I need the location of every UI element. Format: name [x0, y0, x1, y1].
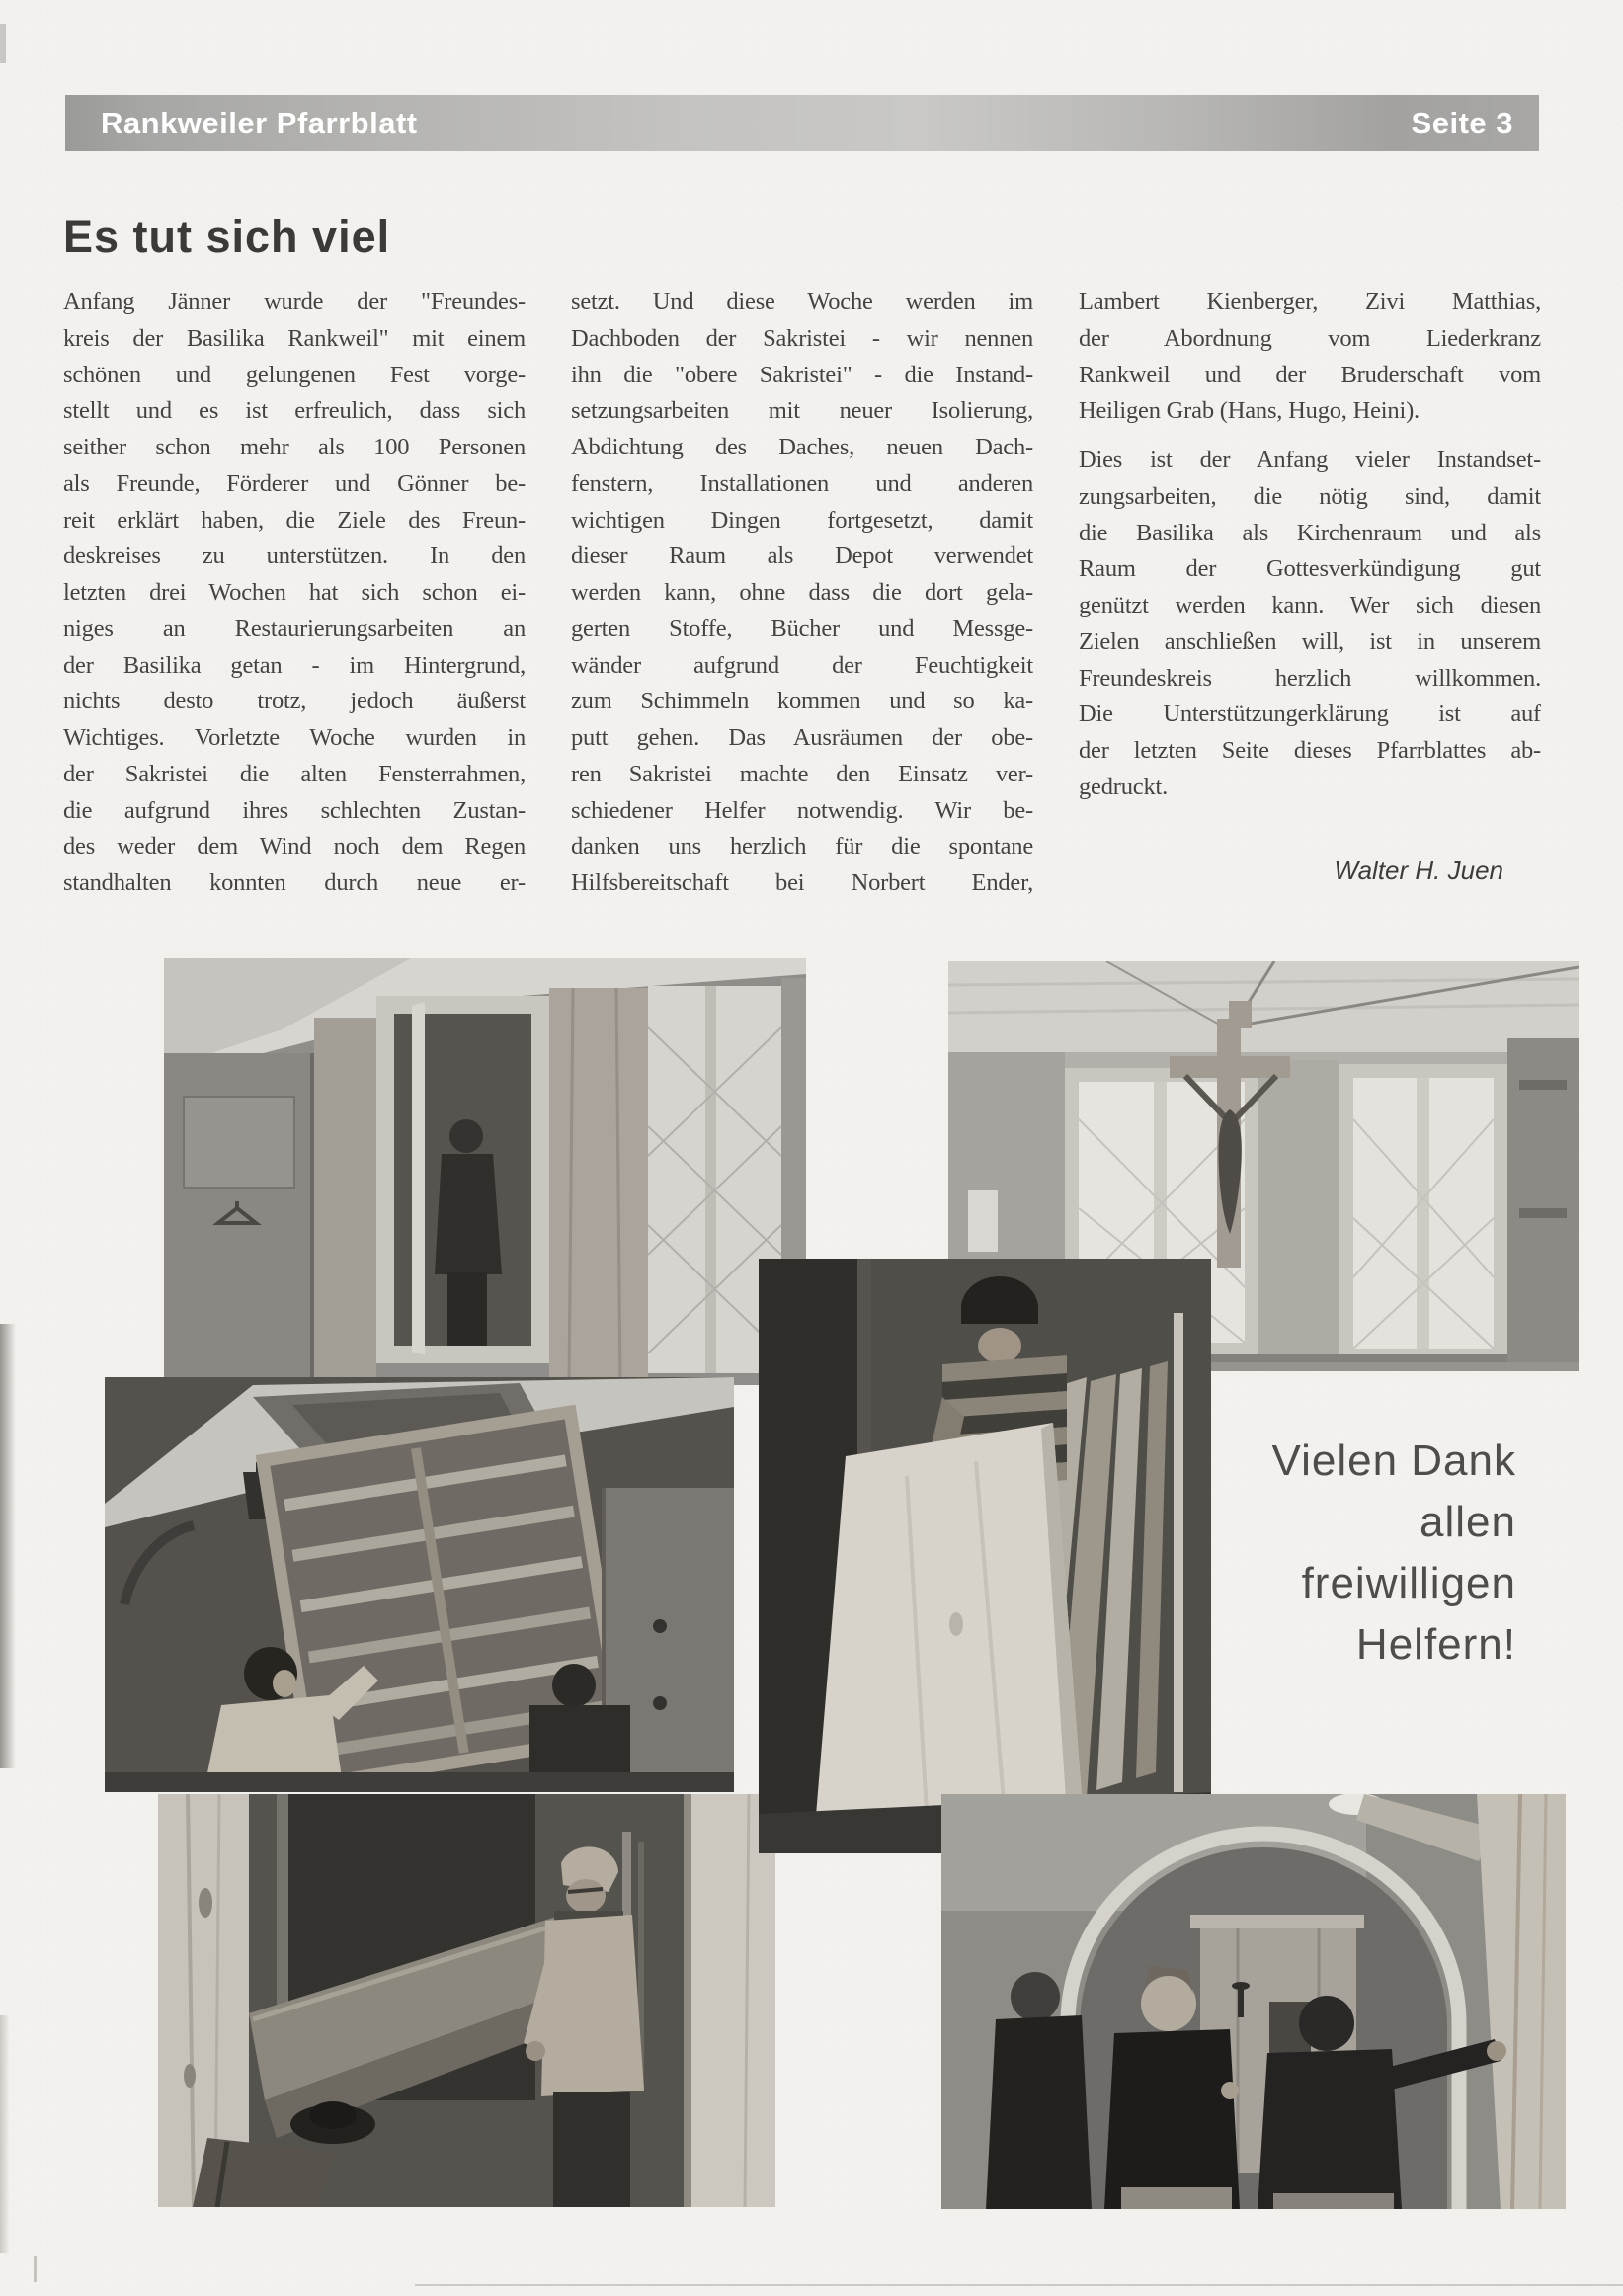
text-line: kreis der Basilika Rankweil" mit einem: [63, 324, 526, 352]
text-line: der Basilika getan - im Hintergrund,: [63, 651, 526, 679]
text-line: schönen und gelungenen Fest vorge-: [63, 361, 526, 388]
text-line: Rankweil und der Bruderschaft vom: [1079, 361, 1541, 388]
text-line: der letzten Seite dieses Pfarrblattes ab-: [1079, 737, 1541, 764]
text-line: schiedener Helfer notwendig. Wir be-: [571, 796, 1033, 824]
scan-edge-shadow: [0, 2015, 10, 2253]
thank-you-line: freiwilligen: [1301, 1559, 1516, 1607]
text-line: des weder dem Wind noch dem Regen: [63, 833, 526, 861]
text-line: der Sakristei die alten Fensterrahmen,: [63, 760, 526, 787]
text-line: gedruckt.: [1079, 773, 1169, 800]
photo-carrying-panel-art: [759, 1259, 1211, 1853]
text-line: Dachboden der Sakristei - wir nennen: [571, 324, 1033, 352]
text-line: putt gehen. Das Ausräumen der obe-: [571, 724, 1033, 751]
article-title: Es tut sich viel: [63, 211, 391, 262]
thank-you-line: Helfern!: [1355, 1620, 1516, 1669]
photo-carrying-shelf-art: [105, 1377, 734, 1792]
text-column-1: [63, 285, 526, 902]
photo-arched-doorway-art: [941, 1794, 1566, 2209]
paragraph: [571, 285, 1033, 902]
text-line: Dies ist der Anfang vieler Instandset-: [1079, 447, 1541, 473]
text-line: Raum der Gottesverkündigung gut: [1079, 555, 1541, 583]
text-line: als Freunde, Förderer und Gönner be-: [63, 469, 526, 497]
photo-carrying-shelf: [105, 1377, 734, 1792]
text-line: wichtigen Dingen fortgesetzt, damit: [571, 506, 1033, 533]
text-line: Hilfsbereitschaft bei Norbert Ender,: [571, 869, 1033, 896]
paragraph: [1079, 285, 1541, 430]
text-line: die Basilika als Kirchenraum und als: [1079, 519, 1541, 546]
text-line: Heiligen Grab (Hans, Hugo, Heini).: [1079, 397, 1420, 425]
text-line: die aufgrund ihres schlechten Zustan-: [63, 796, 526, 824]
text-line: deskreises zu unterstützen. In den: [63, 542, 526, 570]
photo-carrying-panel: [759, 1259, 1211, 1853]
text-line: niges an Restaurierungsarbeiten an: [63, 615, 526, 642]
scan-corner-mark: [34, 2256, 37, 2282]
text-line: Lambert Kienberger, Zivi Matthias,: [1079, 288, 1541, 315]
text-column-3: [1079, 285, 1541, 806]
text-line: setzt. Und diese Woche werden im: [571, 288, 1033, 315]
text-column-2: [571, 285, 1033, 902]
header-bar: [65, 95, 1539, 151]
text-line: werden kann, ohne dass die dort gela-: [571, 579, 1033, 606]
text-line: danken uns herzlich für die spontane: [571, 833, 1033, 861]
text-line: fenstern, Installationen und anderen: [571, 469, 1033, 497]
photo-carrying-door: [158, 1794, 775, 2207]
page-number: Seite 3: [1411, 105, 1513, 140]
text-line: setzungsarbeiten mit neuer Isolierung,: [571, 397, 1033, 425]
text-line: letzten drei Wochen hat sich schon ei-: [63, 579, 526, 606]
text-line: Wichtiges. Vorletzte Woche wurden in: [63, 724, 526, 751]
text-line: zum Schimmeln kommen und so ka-: [571, 688, 1033, 715]
text-line: der Abordnung vom Liederkranz: [1079, 324, 1541, 352]
paragraph: [1079, 443, 1541, 806]
text-line: reit erklärt haben, die Ziele des Freun-: [63, 506, 526, 533]
text-line: gerten Stoffe, Bücher und Messge-: [571, 615, 1033, 642]
text-line: seither schon mehr als 100 Personen: [63, 434, 526, 460]
thank-you-line: allen: [1420, 1498, 1516, 1546]
text-line: nichts desto trotz, jedoch äußerst: [63, 688, 526, 715]
text-line: Die Unterstützungerklärung ist auf: [1079, 700, 1541, 728]
text-line: standhalten konnten durch neue er-: [63, 869, 526, 896]
scan-edge-shadow: [0, 1324, 16, 1768]
text-line: genützt werden kann. Wer sich diesen: [1079, 592, 1541, 618]
scan-edge-mark: [0, 24, 6, 63]
photo-window-installation: [164, 958, 806, 1385]
thank-you-line: Vielen Dank: [1271, 1436, 1516, 1485]
text-line: Anfang Jänner wurde der "Freundes-: [63, 288, 526, 315]
scan-bottom-line: [415, 2284, 1623, 2286]
text-line: dieser Raum als Depot verwendet: [571, 542, 1033, 570]
text-line: Freundeskreis herzlich willkommen.: [1079, 664, 1541, 692]
photo-arched-doorway: [941, 1794, 1566, 2209]
photo-carrying-door-art: [158, 1794, 775, 2207]
text-line: ren Sakristei machte den Einsatz ver-: [571, 760, 1033, 787]
photo-window-installation-art: [164, 958, 806, 1385]
text-line: ihn die "obere Sakristei" - die Instand-: [571, 361, 1033, 388]
paragraph: [63, 285, 526, 902]
newsletter-title: Rankweiler Pfarrblatt: [101, 105, 418, 140]
text-line: zungsarbeiten, die nötig sind, damit: [1079, 482, 1541, 510]
text-line: stellt und es ist erfreulich, dass sich: [63, 397, 526, 425]
text-line: Abdichtung des Daches, neuen Dach-: [571, 434, 1033, 460]
text-line: wänder aufgrund der Feuchtigkeit: [571, 651, 1033, 679]
text-line: Zielen anschließen will, ist in unserem: [1079, 627, 1541, 655]
author-signature: Walter H. Juen: [1334, 856, 1503, 885]
